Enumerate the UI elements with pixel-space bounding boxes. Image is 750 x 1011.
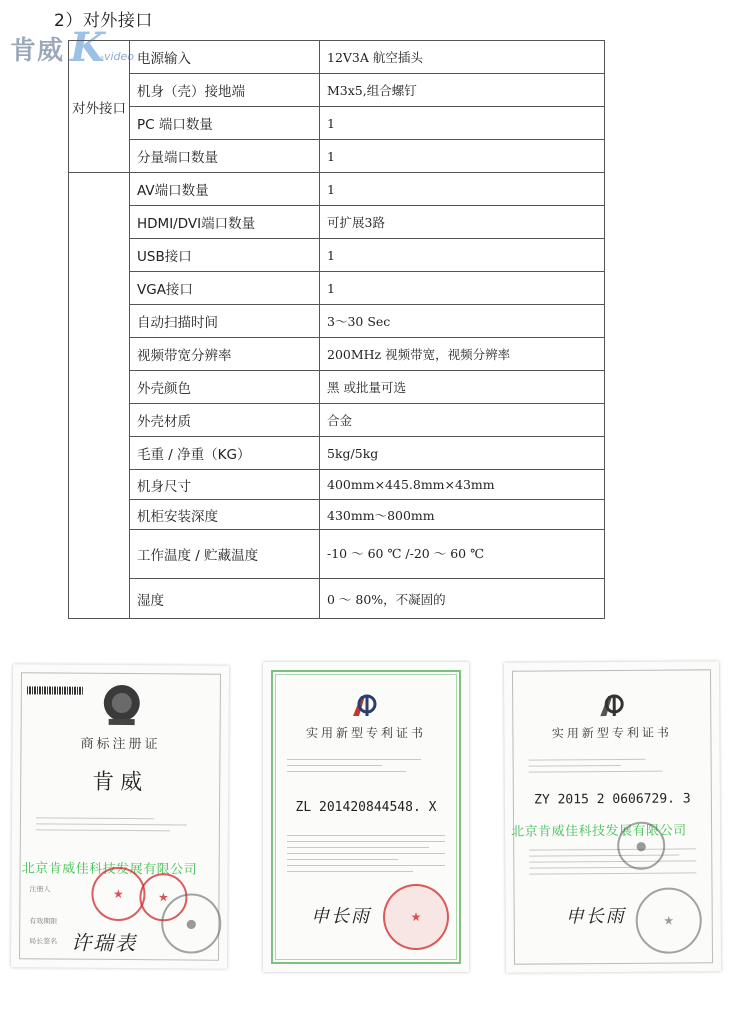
spec-value: 12V3A 航空插头 — [320, 41, 605, 74]
table-row — [69, 338, 605, 371]
spec-label: 机身（壳）接地端 — [130, 74, 320, 107]
red-seal — [91, 867, 145, 921]
spec-value: 1 — [320, 239, 605, 272]
spec-value: 0 ～ 80%，不凝固的 — [320, 579, 605, 619]
table-row — [69, 437, 605, 470]
certificate-text-lines — [287, 754, 445, 777]
red-seal — [383, 884, 449, 950]
spec-label: 视频带宽分辨率 — [130, 338, 320, 371]
director-signature: 许瑞表 — [71, 930, 138, 956]
spec-label: USB接口 — [130, 239, 320, 272]
group-empty-cell — [69, 173, 130, 619]
table-row — [69, 579, 605, 619]
spec-value: 黑 或批量可选 — [320, 371, 605, 404]
spec-value: 1 — [320, 173, 605, 206]
table-row — [69, 470, 605, 500]
spec-value: 可扩展3路 — [320, 206, 605, 239]
spec-label: HDMI/DVI端口数量 — [130, 206, 320, 239]
spec-label: 机身尺寸 — [130, 470, 320, 500]
gray-seal — [635, 887, 701, 953]
spec-label: PC 端口数量 — [130, 107, 320, 140]
table-row — [69, 206, 605, 239]
spec-value: 合金 — [320, 404, 605, 437]
spec-value: 400mm×445.8mm×43mm — [320, 470, 605, 500]
spec-label: 工作温度 / 贮藏温度 — [130, 530, 320, 579]
table-row — [69, 272, 605, 305]
seal-icon: ● — [635, 838, 647, 853]
logo-text-cn: 肯威 — [10, 36, 65, 66]
patent-certificate — [263, 662, 469, 972]
patent-certificate — [504, 661, 721, 972]
table-row — [69, 41, 605, 74]
spec-value: 1 — [320, 272, 605, 305]
spec-label: AV端口数量 — [130, 173, 320, 206]
certificate-title: 实用新型专利证书 — [305, 726, 426, 740]
table-row — [69, 530, 605, 579]
section-title: 2）对外接口 — [54, 11, 153, 31]
spec-label: 电源输入 — [130, 41, 320, 74]
director-signature: 申长雨 — [565, 905, 626, 928]
logo-text-en: -video — [100, 50, 135, 63]
spec-value: 3～30 Sec — [320, 305, 605, 338]
certificate-text-lines — [36, 812, 204, 836]
spec-value: 1 — [320, 140, 605, 173]
spec-table — [68, 40, 605, 619]
seal-icon: ★ — [663, 913, 675, 928]
seal-icon: ★ — [410, 910, 422, 924]
patent-logo-icon — [596, 692, 626, 718]
certificate-text-lines — [529, 843, 696, 879]
logo-mark: K — [70, 24, 105, 71]
patent-number: ZY 2015 2 0606729. 3 — [534, 791, 691, 808]
table-row — [69, 404, 605, 437]
trademark-brand: 肯威 — [92, 769, 149, 796]
table-row — [69, 500, 605, 530]
spec-value: -10 ～ 60 ℃ /-20 ～ 60 ℃ — [320, 530, 605, 579]
spec-label: 分量端口数量 — [130, 140, 320, 173]
spec-label: 外壳颜色 — [130, 371, 320, 404]
barcode — [27, 686, 83, 694]
certificate-text-lines — [529, 753, 696, 777]
table-row — [69, 107, 605, 140]
gray-seal — [161, 893, 221, 953]
spec-label: VGA接口 — [130, 272, 320, 305]
spec-value: 1 — [320, 107, 605, 140]
certificate-title: 实用新型专利证书 — [551, 725, 672, 741]
company-watermark: 北京肯威佳科技发展有限公司 — [511, 823, 687, 840]
table-row — [69, 173, 605, 206]
patent-number: ZL 201420844548. X — [295, 800, 437, 815]
applicant-field: 注册人 — [29, 885, 51, 894]
seal-icon: ★ — [157, 890, 169, 905]
patent-logo-icon — [349, 692, 379, 718]
trademark-certificate — [11, 664, 229, 969]
emblem-icon — [101, 681, 143, 727]
seal-icon: ● — [185, 916, 197, 931]
table-row — [69, 74, 605, 107]
seal-icon: ★ — [113, 886, 124, 902]
company-watermark: 北京肯威佳科技发展有限公司 — [21, 861, 198, 878]
spec-label: 外壳材质 — [130, 404, 320, 437]
certificate-title: 商标注册证 — [80, 736, 161, 753]
spec-label: 湿度 — [130, 579, 320, 619]
table-row — [69, 305, 605, 338]
spec-label: 机柜安装深度 — [130, 500, 320, 530]
gray-seal — [617, 822, 665, 870]
table-row — [69, 239, 605, 272]
certificate-text-lines — [287, 830, 445, 877]
director-field: 局长签名 — [29, 937, 58, 946]
table-row — [69, 371, 605, 404]
table-row — [69, 140, 605, 173]
director-signature: 申长雨 — [311, 906, 371, 927]
spec-value: 430mm～800mm — [320, 500, 605, 530]
spec-value: 5kg/5kg — [320, 437, 605, 470]
spec-label: 毛重 / 净重（KG） — [130, 437, 320, 470]
spec-value: M3x5,组合螺钉 — [320, 74, 605, 107]
spec-value: 200MHz 视频带宽，视频分辨率 — [320, 338, 605, 371]
group-label: 对外接口 — [69, 41, 130, 173]
spec-label: 自动扫描时间 — [130, 305, 320, 338]
valid-period-field: 有效期限 — [29, 917, 58, 926]
